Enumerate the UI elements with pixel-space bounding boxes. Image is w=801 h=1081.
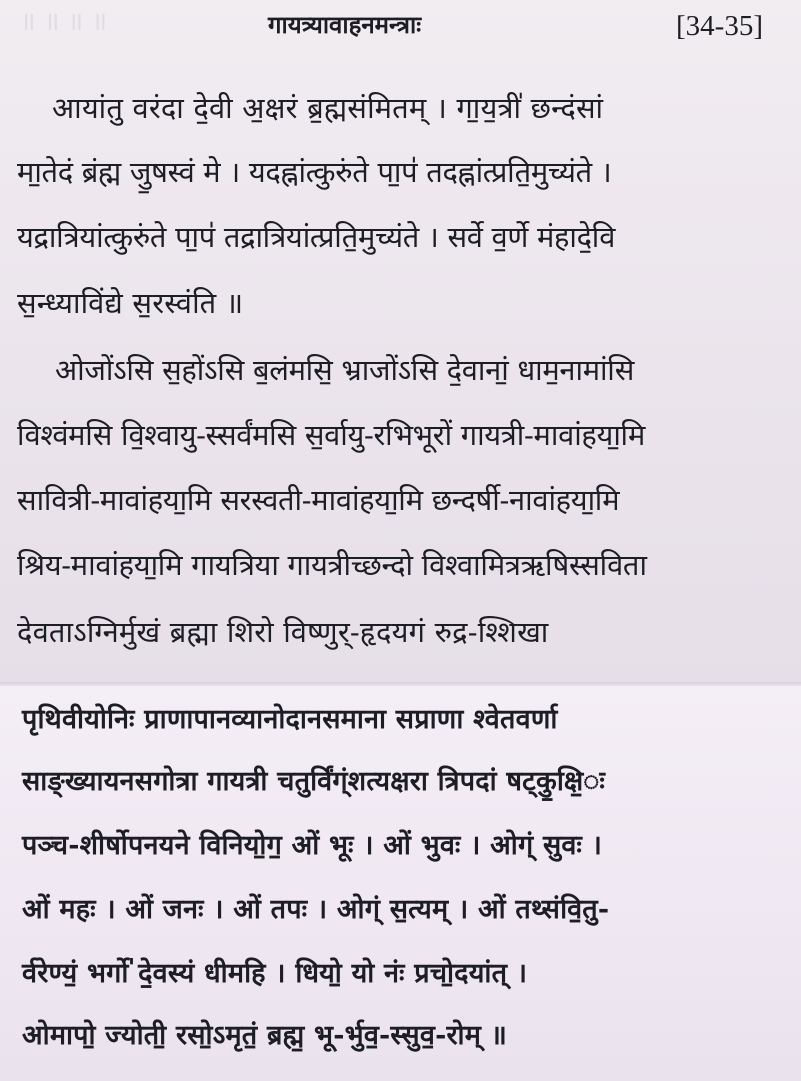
text-line: विश्वंमसि वि॒श्वायु-स्सर्वंमसि स॒र्वायु-रभिभूरों गायत्री-मावांहया॒मि — [17, 418, 646, 452]
text-line: ओं महः । ओं जनः । ओं तपः । ओग्ं स॒त्यम् । ओं तथ्संवि॒तु- — [22, 894, 610, 925]
text-line: यद्रात्रियांत्कुरुंते पा॒प॑ तद्रात्रियांत्प्रति॒मुच्यंते । सर्वे व॒र्णे मंहादे॒वि — [17, 220, 616, 254]
text-line: पृथिवीयोनिः प्राणापानव्यानोदानसमाना सप्राणा श्वेतवर्णा — [22, 704, 558, 735]
text-line: स॒न्ध्याविंद्ये स॒रस्वंति ॥ — [17, 286, 244, 320]
text-line: मा॒तेदं ब्रंह्म जु॒षस्वं मे । यदह्नांत्कुरुंते पा॒प॑ तदह्नांत्प्रति॒मुच्यंते । — [17, 155, 612, 189]
text-line: श्रिय-मावांहया॒मि गायत्रिया गायत्रीच्छन्दो विश्वामित्रऋषिस्सविता — [17, 548, 647, 582]
page-header — [0, 4, 801, 48]
running-title: गायत्र्यावाहनमन्त्राः — [268, 10, 422, 39]
text-line: ओजोंऽसि स॒होंऽसि ब॒लंमसि॒ भ्राजोंऽसि दे॒वानां॒ धाम॒नामांसि — [55, 353, 635, 387]
text-line: ओमापो॒ ज्योती॒ रसो॒ऽमृतं॒ ब्रह्म॒ भू-र्भुव॒-स्सुव॒-रोम् ॥ — [22, 1020, 508, 1051]
text-line: र्वरेण्यं॒ भर्गो॑ दे॒वस्यं धीमहि । धियो॒ यो नंः प्रचो॒दयांत् । — [22, 958, 528, 989]
text-line: आयांतु वरंदा दे॒वी अ॒क्षरं ब्र॒ह्मसंमितम् । गा॒य॒त्री॑ छन्दंसां — [52, 91, 604, 125]
text-line: देवताऽग्निर्मुखं ब्रह्मा शिरो विष्णुर्-हृदयगं रुद्र-श्शिखा — [17, 615, 549, 649]
text-line: पञ्च-शीर्षोपनयने विनियो॒ग॒ ओं भूः । ओं भुवः । ओग्ं सुवः । — [22, 830, 603, 861]
text-line: सावित्री-मावांहया॒मि सरस्वती-मावांहया॒मि छन्दर्षी-नावांहया॒मि — [17, 483, 620, 517]
text-line: साङ्ख्यायनसगोत्रा गायत्री चतुर्विंग्ंशत्यक्षरा त्रिपदां षट्कु॒क्षि॒ः — [22, 766, 605, 797]
bleed-through-text: ॥ ॥ ॥ ॥ — [20, 7, 108, 37]
page-number: [34-35] — [676, 10, 763, 42]
